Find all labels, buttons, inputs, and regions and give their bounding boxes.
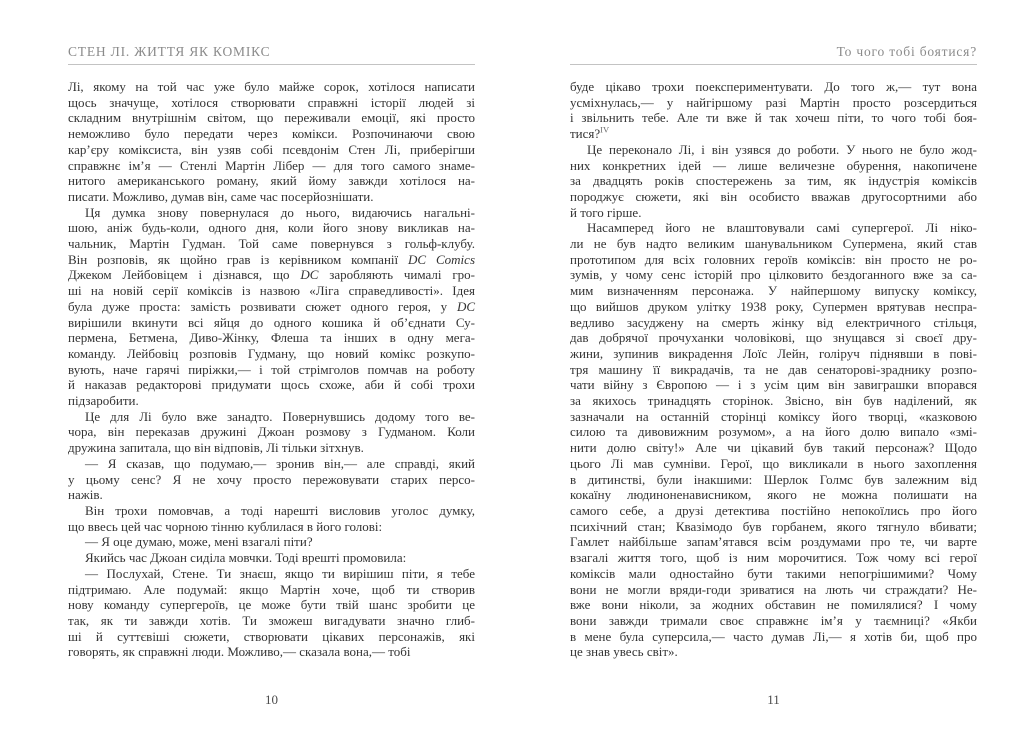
paragraph: [68, 566, 475, 660]
text-line: справжнє ім’я — Стенлі Мартін Лібер — для того самого знаме-: [68, 157, 475, 173]
paragraph: [570, 220, 977, 660]
text-line: у цьому сенс? Я не хочу просто пережовувати старих персо-: [68, 471, 475, 487]
text-line: Гамлет найбільше запам’ятався всім роздумами про те, чи варте: [570, 534, 977, 550]
text-line: чальник, Мартін Гудман. Той саме повернувся з гольф-клубу.: [68, 236, 475, 252]
paragraph: [68, 456, 475, 503]
text-line: складним внутрішнім світом, що переживали емоції, які просто: [68, 110, 475, 126]
paragraph: [68, 409, 475, 456]
text-line: — Я оце думаю, може, мені взагалі піти?: [85, 534, 313, 550]
text-line: усміхнулась,— у найгіршому разі Мартін просто розсердиться: [570, 94, 977, 110]
text-line: говорять, як справжні люди. Можливо,— сказала вона,— тобі: [68, 644, 411, 660]
text-line: кокаїну людиноненависником, якого не можна полишати на: [570, 487, 977, 503]
text-line: жини, зупинив викрадення Лоїс Лейн, голіруч піднявши в пові-: [570, 345, 977, 361]
text-line: зазначали на останній сторінці коміксу його творці, «казковою: [570, 408, 977, 424]
text-line: ли не був надто великим шанувальником Супермена, який став: [570, 236, 977, 252]
page-number-left: 10: [265, 692, 278, 707]
text-line: за якихось тринадцять сторінок. Звісно, він був наділений, як: [570, 393, 977, 409]
text-line: так, як ти завжди хотів. Ти зможеш вигадувати значно глиб-: [68, 612, 475, 628]
text-line: Він розповів, як щойно грав із керівником компанії DC Comics: [68, 251, 475, 267]
text-line: взагалі життя того, щоб із ним морочитися. Тож чому всі герої: [570, 550, 977, 566]
text-line: й того гірше.: [570, 204, 642, 220]
text-line: шою, аніж будь-коли, одного дня, коли його знову викликав на-: [68, 220, 475, 236]
text-line: була дуже проста: замість розвивати сюжет одного героя, у DC: [68, 298, 475, 314]
text-line: пермена, Бетмена, Диво-Жінку, Флеша та інших в одну мега-: [68, 330, 475, 346]
text-line: вують, наче гарячі пиріжки,— і той стрімголов помчав на роботу: [68, 361, 475, 377]
paragraph: [68, 550, 475, 566]
text-line: що вийшов друком улітку 1938 року, Супермен врятував неспра-: [570, 298, 977, 314]
paragraph: [68, 534, 475, 550]
text-line: й наказав редакторові придумати щось схоже, аби й собі трохи: [68, 377, 475, 393]
text-line: Це переконало Лі, і він узявся до роботи. У нього не було жод-: [587, 141, 977, 157]
text-line: Якийсь час Джоан сиділа мовчки. Тоді врешті промовила:: [85, 550, 407, 566]
text-line: психічний стан; Квазімодо був горбанем, якого тягнуло вбивати;: [570, 518, 977, 534]
paragraph: [68, 79, 475, 205]
text-line: Джеком Лейбовіцем і дізнався, що DC заробляють чималі гро-: [68, 267, 475, 283]
text-line: ші й суттєвіші сюжети, створювати цікавих персонажів, які: [68, 628, 475, 644]
text-line: чати війну з Європою — і з усім цим він завиграшки впорався: [570, 377, 977, 393]
page-body-left: [68, 79, 475, 660]
text-line: Лі, якому на той час уже було майже сорок, хотілося написати: [68, 79, 475, 94]
text-line: дружина запитала, що він відповів, Лі тільки зітхнув.: [68, 440, 364, 456]
text-line: що ввесь цей час чорною тінню кублилася в його голові:: [68, 518, 383, 534]
text-line: це знав увесь світ».: [570, 644, 678, 660]
text-line: вирішили вкинути всі яйця до одного кошика й об’єднати Су-: [68, 314, 475, 330]
text-line: вони не могли вряди-годи зриватися на лють чи страждати? Не-: [570, 581, 977, 597]
text-line: нитого американського роману, який йому завжди хотілося на-: [68, 173, 475, 189]
running-header-left-title: СТЕН ЛІ. ЖИТТЯ ЯК КОМІКС: [68, 44, 271, 59]
text-line: силою та дивовижним розумом», а на його долю випало «змі-: [570, 424, 977, 440]
text-line: тря машину її викрадачів, та не дав сенаторові-зраднику розпо-: [570, 361, 977, 377]
paragraph: [68, 503, 475, 534]
text-line: неможливо було передати через комікси. Розпочинаючи свою: [68, 126, 475, 142]
text-line: Він трохи помовчав, а тоді нарешті висловив уголос думку,: [85, 502, 475, 518]
text-line: самого себе, а друзі детектива постійно непокоїлись про його: [570, 502, 977, 518]
text-line: прототипом для всіх головних героїв коміксів: він просто не ро-: [570, 251, 977, 267]
text-line: в дитинстві, були інакшими: Шерлок Голмс був залежним від: [570, 471, 977, 487]
text-line: дав добрячої прочуханки чоловікові, що знущався зі своєї дру-: [570, 330, 977, 346]
page-number-right: 11: [767, 692, 780, 707]
text-line: в мене була суперсила,— часто думав Лі,— я хотів би, щоб про: [570, 628, 977, 644]
text-line: команду. Лейбовіц розповів Гудману, що новий комікс розкупо-: [68, 345, 475, 361]
text-line: породжує сюжети, які він особисто вважав другосортними або: [570, 188, 977, 204]
text-line: Це для Лі було вже занадто. Повернувшись додому того ве-: [85, 408, 475, 424]
text-line: за двадцять років спостережень за тим, як індустрія коміксів: [570, 173, 977, 189]
text-line: вже вони ніколи, за жодних обставин не помилялися? І чому: [570, 597, 977, 613]
book-page-left: [68, 45, 475, 715]
text-line: зумів, у чому сенс історій про цілковито бездоганного вже за са-: [570, 267, 977, 283]
text-line: чора, він переказав дружині Джоан розмову з Гудманом. Коли: [68, 424, 475, 440]
text-line: — Я сказав, що подумаю,— зронив він,— але справді, який: [85, 455, 475, 471]
paragraph: [570, 142, 977, 221]
text-line: них конкретних ідей — лише величезне обурення, накопичене: [570, 157, 977, 173]
text-line: ші на новій серії коміксів із назвою «Ліга справедливості». Ідея: [68, 283, 475, 299]
text-line: буде цікаво трохи поекспериментувати. До того ж,— тут вона: [570, 79, 977, 94]
text-line: мим визначенням персонажа. У найпершому випуску коміксу,: [570, 283, 977, 299]
page-body-right: [570, 79, 977, 660]
text-line: ведливо засуджену на смерть жінку від електричного стільця,: [570, 314, 977, 330]
running-header-right-title: То чого тобі боятися?: [836, 44, 977, 59]
text-line: коміксів мали одностайно бути такими непогрішимими? Чому: [570, 565, 977, 581]
text-line: кар’єру коміксиста, він узяв собі псевдонім Стен Лі, приберігши: [68, 141, 475, 157]
text-line: тися?$^{IV}$: [570, 124, 610, 142]
text-line: нажів.: [68, 487, 103, 503]
paragraph: [68, 205, 475, 409]
text-line: писати. Можливо, думав він, саме час посерйознішати.: [68, 188, 374, 204]
text-line: Насамперед його не влаштовували самі супергерої. Лі ніко-: [587, 220, 977, 236]
text-line: — Послухай, Стене. Ти знаєш, якщо ти вирішиш піти, я тебе: [85, 565, 475, 581]
running-header-right: [570, 45, 977, 65]
text-line: підтримаю. Але подумай: якщо Мартін хоче, щоб ти створив: [68, 581, 475, 597]
text-line: вони завжди тримали своє справжнє ім’я у таємниці? «Якби: [570, 612, 977, 628]
text-line: нову команду супергероїв, це може бути твій шанс зробити це: [68, 597, 475, 613]
running-header-left: [68, 45, 475, 65]
text-line: Ця думка знову повернулася до нього, видаючись нагальні-: [85, 204, 475, 220]
text-line: і звільнить тебе. Але ти вже й так хочеш піти, то чого тобі боя-: [570, 110, 977, 126]
text-line: цього Лі мав сумніви. Герої, що викликали в нього захоплення: [570, 455, 977, 471]
text-line: нити долю світу!» Але чи цікавий був такий персонаж? Щодо: [570, 440, 977, 456]
paragraph: [570, 79, 977, 142]
text-line: щось значуще, хотілося створювати справжні історії людей зі: [68, 94, 475, 110]
text-line: підзаробити.: [68, 393, 139, 409]
book-page-right: [570, 45, 977, 715]
